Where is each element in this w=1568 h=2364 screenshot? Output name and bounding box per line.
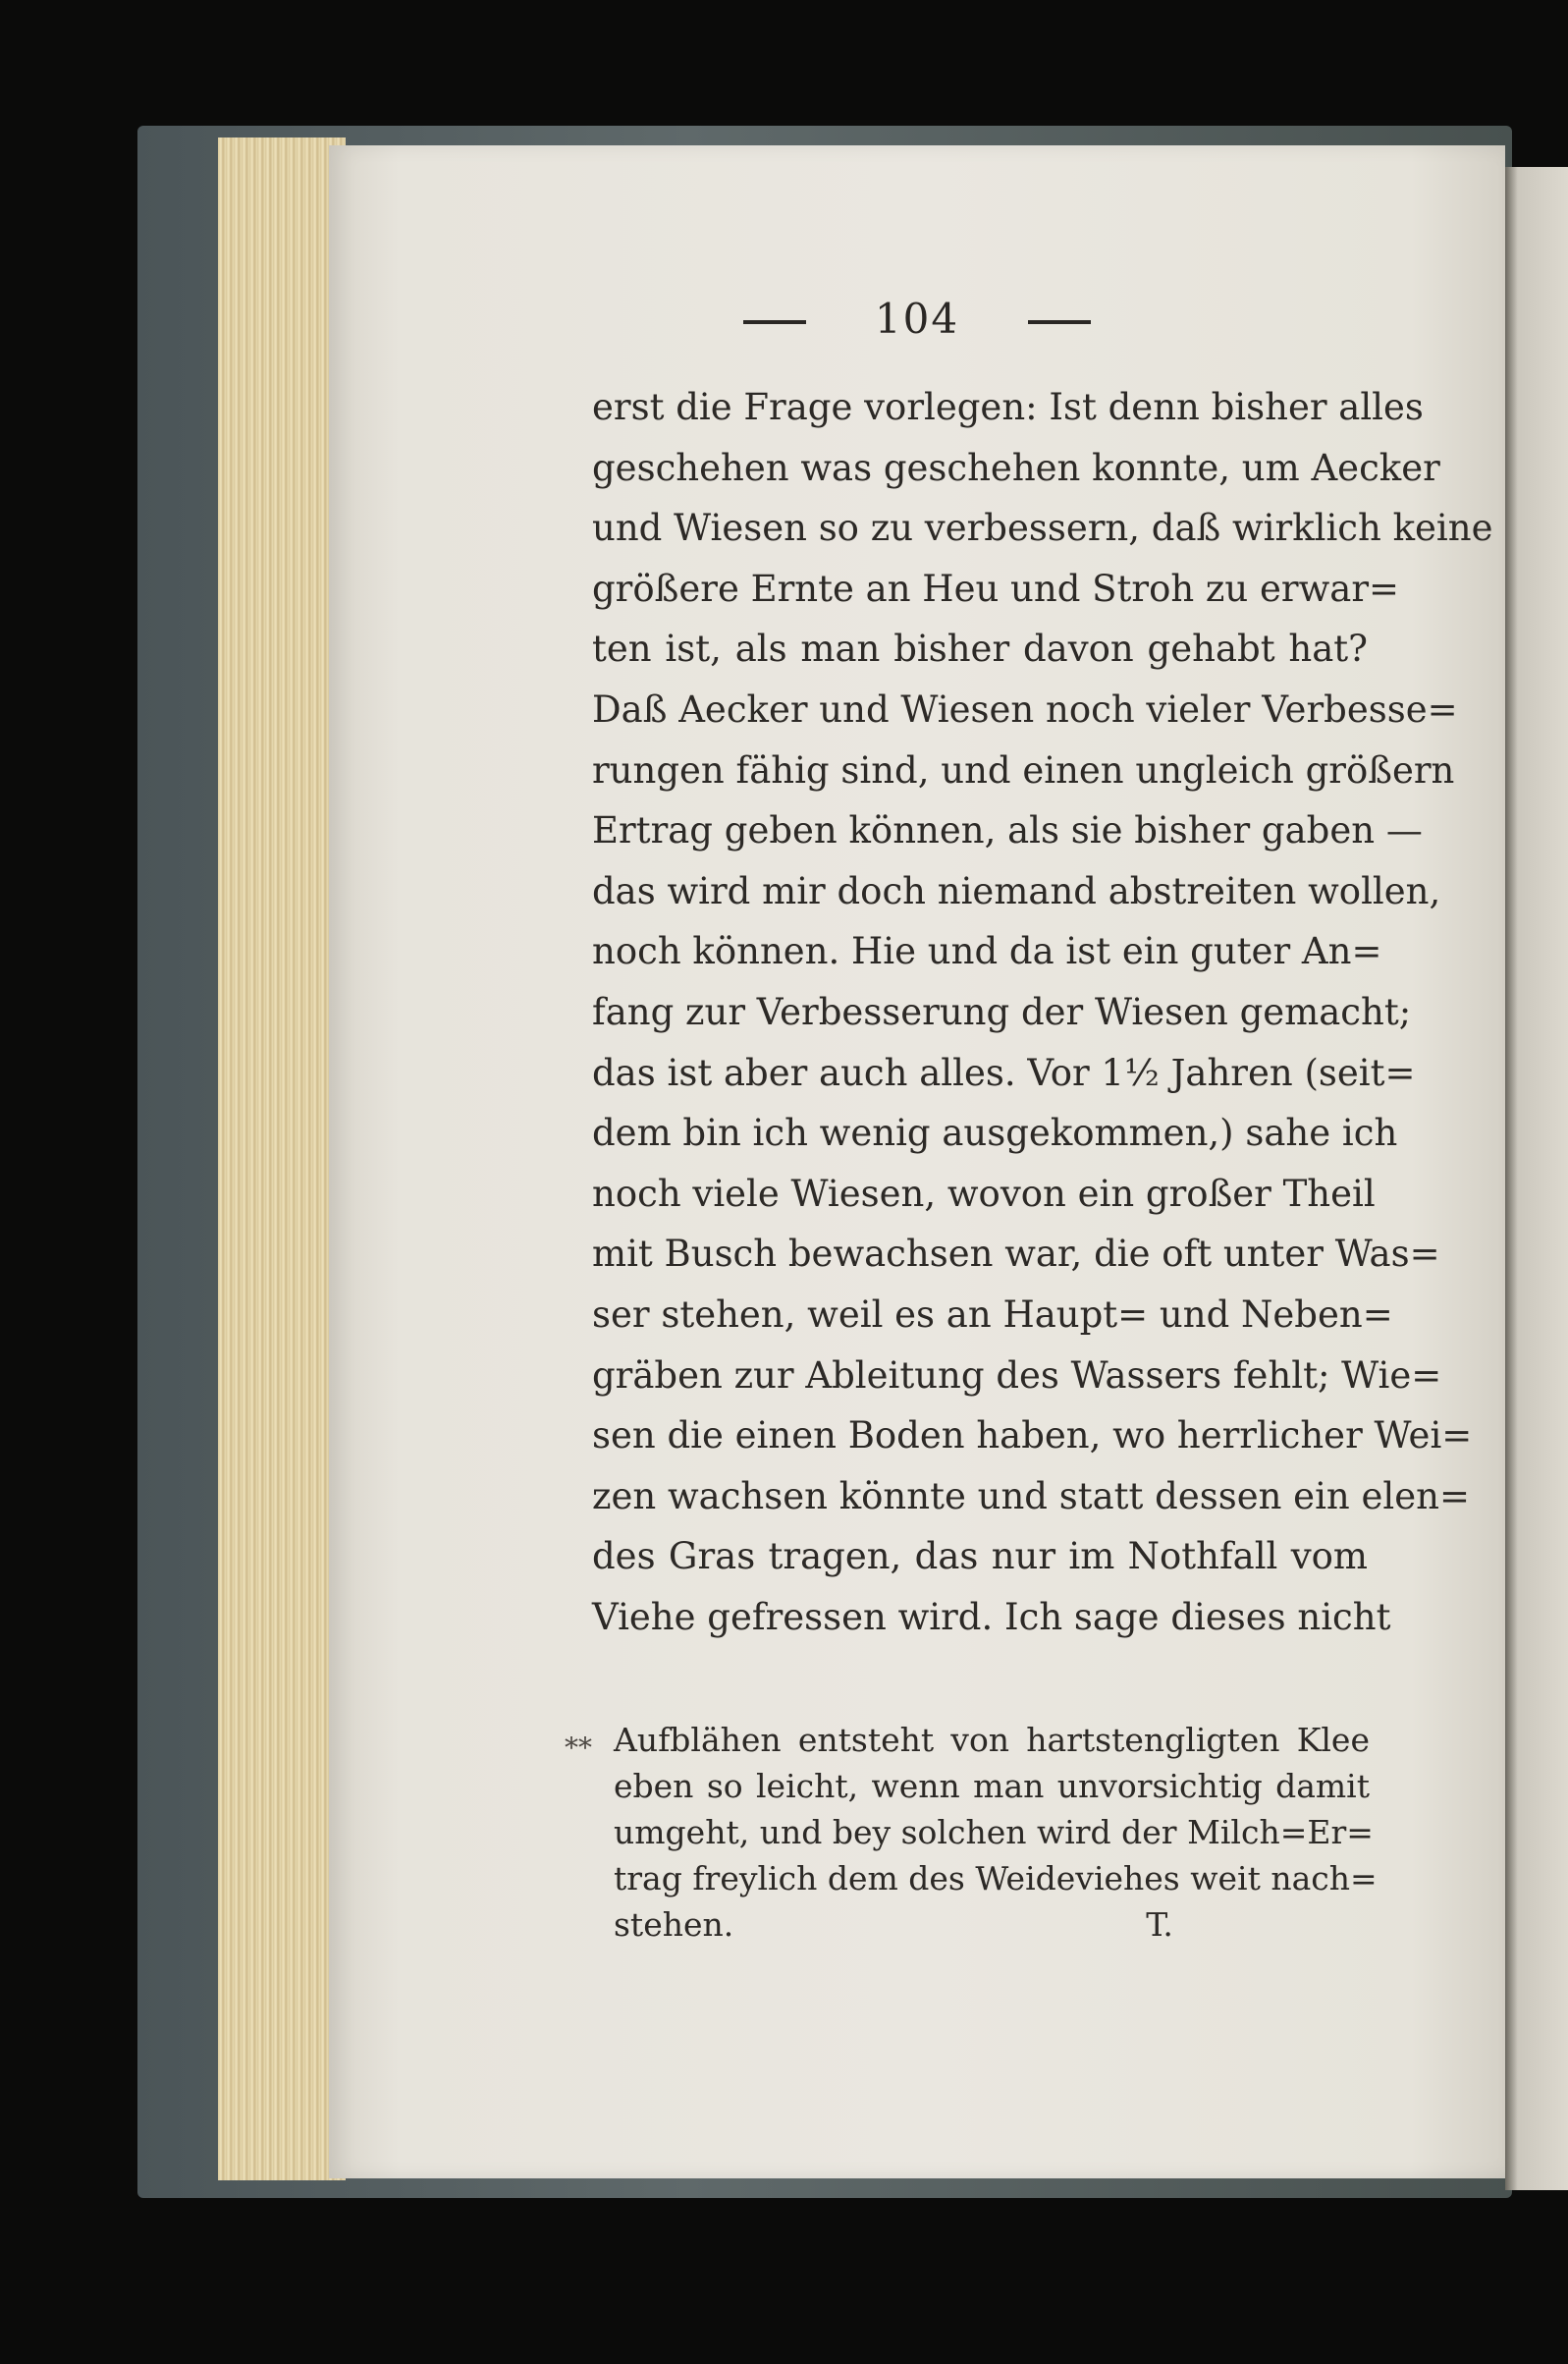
- text-line: Daß Aecker und Wiesen noch vieler Verbesse=: [592, 687, 1458, 731]
- footnote-line: trag freylich dem des Weideviehes weit nach=: [614, 1859, 1378, 1897]
- footnote: [565, 1717, 1378, 1948]
- footnote-line: stehen.: [614, 1905, 734, 1944]
- text-line: größere Ernte an Heu und Stroh zu erwar=: [592, 567, 1400, 610]
- text-line: das ist aber auch alles. Vor 1½ Jahren (seit=: [592, 1051, 1416, 1094]
- header-dash-right: [1028, 320, 1091, 324]
- text-line: gräben zur Ableitung des Wassers fehlt; Wie=: [592, 1353, 1442, 1397]
- facing-page-edge: [1505, 167, 1568, 2190]
- text-line: erst die Frage vorlegen: Ist denn bisher alles: [592, 386, 1424, 428]
- text-line: und Wiesen so zu verbessern, daß wirklich keine: [592, 507, 1493, 550]
- text-line: dem bin ich wenig ausgekommen,) sahe ich: [592, 1112, 1398, 1155]
- footnote-line: umgeht, und bey solchen wird der Milch=Er=: [614, 1813, 1374, 1851]
- footnote-line: Aufblähen entsteht von hartstengligten Klee: [614, 1721, 1370, 1759]
- text-line: rungen fähig sind, und einen ungleich größern: [592, 748, 1455, 792]
- text-line: ser stehen, weil es an Haupt= und Neben=: [592, 1292, 1393, 1336]
- footnote-signature: T.: [1146, 1905, 1173, 1944]
- text-line: Ertrag geben können, als sie bisher gaben —: [592, 809, 1423, 852]
- body-text: [592, 377, 1493, 1647]
- footnote-marker: **: [565, 1732, 592, 1764]
- footnote-last-line: [614, 1901, 1370, 1948]
- page-header: [329, 295, 1505, 343]
- header-dash-left: [743, 320, 806, 324]
- page-number: 104: [874, 295, 960, 343]
- text-line: des Gras tragen, das nur im Nothfall vom: [592, 1535, 1368, 1578]
- text-line: zen wachsen könnte und statt dessen ein elen=: [592, 1474, 1470, 1517]
- page-edges: [218, 137, 346, 2180]
- text-line: Viehe gefressen wird. Ich sage dieses nicht: [592, 1595, 1391, 1638]
- text-line: noch können. Hie und da ist ein guter An=: [592, 930, 1382, 973]
- book-page: [329, 145, 1505, 2178]
- text-line: fang zur Verbesserung der Wiesen gemacht;: [592, 990, 1412, 1033]
- text-line: das wird mir doch niemand abstreiten wollen,: [592, 869, 1441, 912]
- footnote-line: eben so leicht, wenn man unvorsichtig damit: [614, 1767, 1370, 1805]
- text-line: geschehen was geschehen konnte, um Aecker: [592, 446, 1440, 489]
- text-line: mit Busch bewachsen war, die oft unter Was=: [592, 1233, 1440, 1276]
- text-line: sen die einen Boden haben, wo herrlicher Wei=: [592, 1414, 1473, 1457]
- text-line: ten ist, als man bisher davon gehabt hat?: [592, 628, 1368, 671]
- text-line: noch viele Wiesen, wovon ein großer Theil: [592, 1172, 1376, 1215]
